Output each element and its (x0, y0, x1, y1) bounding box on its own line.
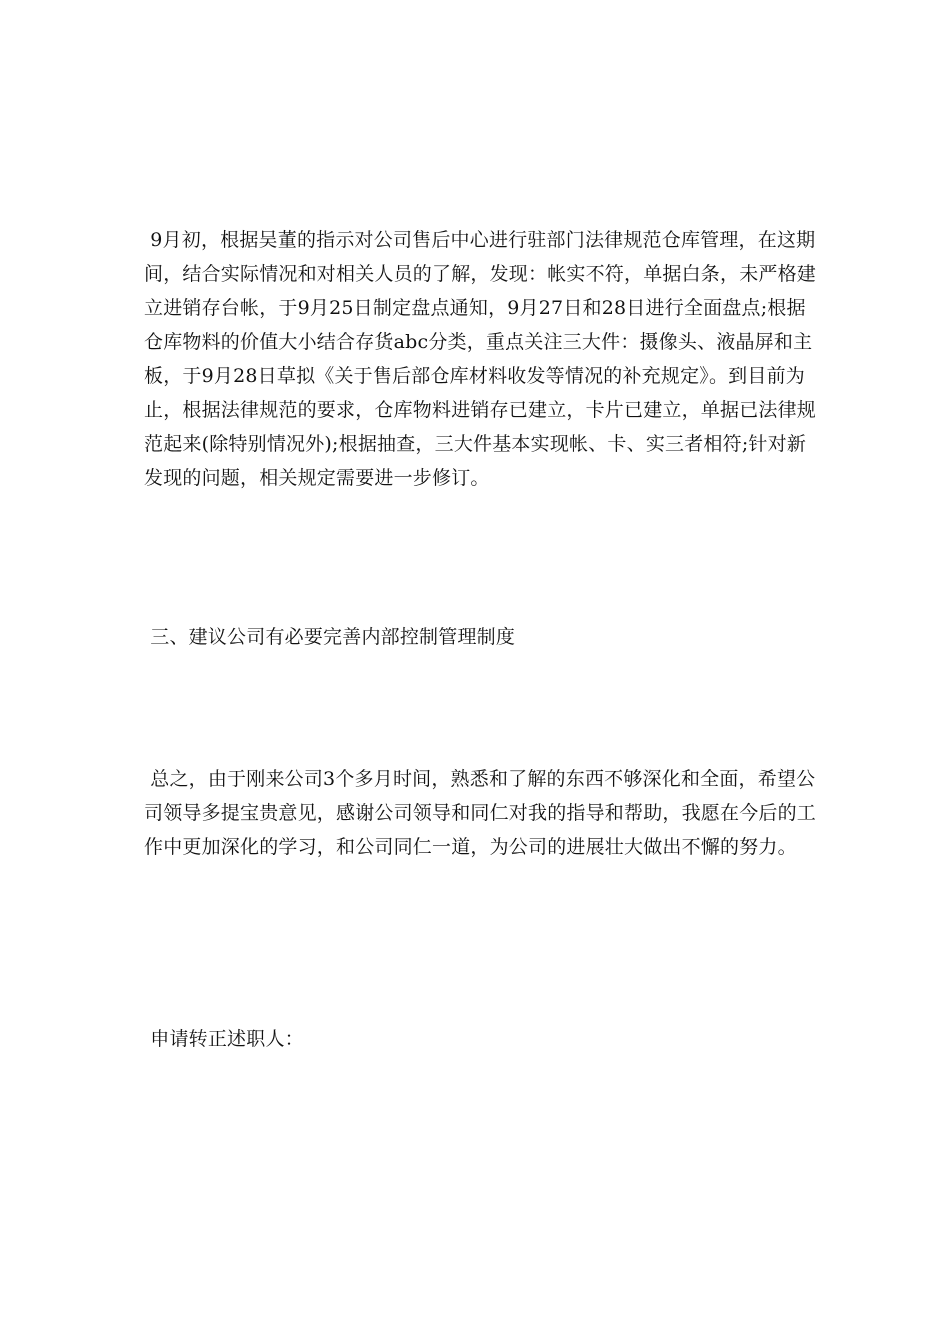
paragraph-summary: 总之，由于刚来公司3个多月时间，熟悉和了解的东西不够深化和全面，希望公司领导多提宝贵意见，感谢公司领导和同仁对我的指导和帮助，我愿在今后的工作中更加深化的学习，和公司同仁一道，为公司的进展壮大做出不懈的努力。 (144, 768, 817, 858)
section-heading-internal-control: 三、建议公司有必要完善内部控制管理制度 (144, 626, 516, 648)
paragraph-warehouse-management: 9月初，根据吴董的指示对公司售后中心进行驻部门法律规范仓库管理，在这期间，结合实际情况和对相关人员的了解，发现：帐实不符，单据白条，未严格建立进销存台帐，于9月25日制定盘点通知，9月27日和28日进行全面盘点;根据仓库物料的价值大小结合存货abc分类，重点关注三大件：摄像头、液晶屏和主板，于9月28日草拟《关于售后部仓库材料收发等情况的补充规定》。到目前为止，根据法律规范的要求，仓库物料进销存已建立，卡片已建立，单据已法律规范起来(除特别情况外);根据抽查，三大件基本实现帐、卡、实三者相符;针对新发现的问题，相关规定需要进一步修订。 (144, 229, 817, 489)
signature-label: 申请转正述职人： (144, 1028, 304, 1050)
